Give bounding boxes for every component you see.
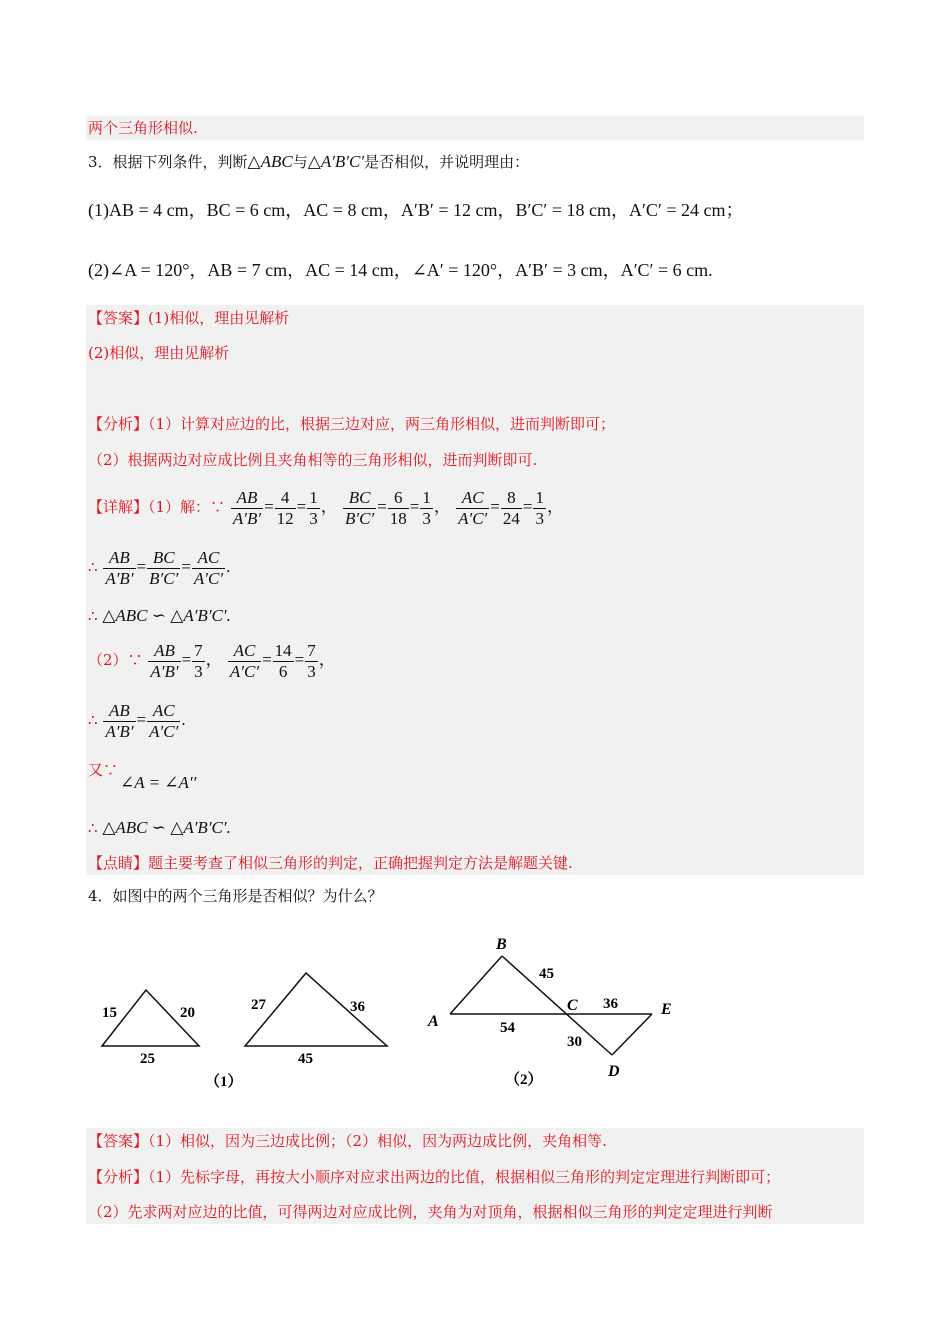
- q3-stem-tri2: △A′B′C′: [307, 152, 365, 171]
- similar-statement-2: △ABC ∽ △A′B′C′.: [102, 818, 231, 837]
- q3-stem-tri1: △ABC: [247, 152, 293, 171]
- q4-stem: 4．如图中的两个三角形是否相似？为什么？: [88, 887, 383, 905]
- segment-label: 45: [539, 966, 554, 982]
- side-label: 15: [102, 1005, 117, 1021]
- fraction: $\frac{1}{3}$: [309, 487, 318, 528]
- q3-comment: [88, 853, 573, 873]
- q3-condition-1: (1)AB = 4 cm，BC = 6 cm，AC = 8 cm，A′B′ = 12 cm，B′C′ = 18 cm，A′C′ = 24 cm；: [88, 200, 744, 220]
- segment-label: 30: [567, 1034, 582, 1050]
- q3-detail-4: [88, 638, 336, 682]
- fraction: $\frac{AC}{A'C'}$: [149, 700, 179, 741]
- fraction: $\frac{8}{24}$: [502, 487, 520, 528]
- side-label: 27: [251, 997, 266, 1013]
- figure-caption-2: （2）: [505, 1072, 543, 1088]
- triangle-large: [245, 973, 387, 1046]
- intro-band: [86, 116, 864, 140]
- q3-analysis-2: （2）根据两边对应成比例且夹角相等的三角形相似，进而判断即可.: [88, 451, 538, 469]
- fraction: $\frac{14}{6}$: [274, 640, 292, 681]
- ratio-eq-1: $\frac{AB}{A'B'}$ = $\frac{4}{12}$ = $\frac{1}{3}$ ， $\frac{BC}{B'C'}$ = $\frac{6}{18}$ = $\frac{1}{3}$ ， $\frac{AC}{A'C'}$ = $\frac{8}{24}$ = $\frac{1}{3}$ ，: [232, 487, 564, 528]
- fraction: $\frac{AB}{A'B'}$: [105, 547, 134, 588]
- answer-tag: 【答案】: [88, 309, 149, 327]
- point-label: A: [428, 1013, 439, 1030]
- q4-answer: [88, 1131, 607, 1151]
- q4-figures: [0, 925, 950, 1095]
- part2-label: （2）: [88, 651, 128, 669]
- fraction: $\frac{AC}{A'C'}$: [193, 547, 224, 588]
- q3-answer-2: (2)相似，理由见解析: [88, 344, 230, 362]
- point-label: B: [496, 936, 507, 953]
- q3-detail-5: [88, 698, 186, 742]
- segment-label: 54: [500, 1020, 515, 1036]
- analysis-1-text: （1）计算对应边的比，根据三边对应，两三角形相似，进而判断即可；: [148, 415, 616, 433]
- side-label: 36: [350, 999, 365, 1015]
- segment-ab: [450, 956, 502, 1014]
- therefore-symbol: ∴: [88, 607, 98, 625]
- fraction: $\frac{BC}{B'C'}$: [345, 487, 375, 528]
- therefore-symbol: ∴: [88, 558, 98, 576]
- comment-text: 题主要考查了相似三角形的判定，正确把握判定方法是解题关键.: [148, 854, 573, 872]
- q3-analysis-1: [88, 414, 615, 434]
- segment-bd: [502, 956, 612, 1055]
- angle-equality: ∠A = ∠A′′: [120, 773, 197, 792]
- therefore-symbol: ∴: [88, 711, 98, 729]
- q4-analysis-2: （2）先求两对应边的比值，可得两边对应成比例，夹角为对顶角，根据相似三角形的判定定理进行判断: [88, 1203, 773, 1221]
- q3-solution-band: [86, 305, 864, 875]
- fraction: $\frac{AB}{A'B'}$: [105, 700, 134, 741]
- q4-analysis-1: [88, 1167, 780, 1187]
- fraction: $\frac{AC}{A'C'}$: [229, 640, 260, 681]
- point-label: E: [661, 1001, 672, 1018]
- fraction: $\frac{BC}{B'C'}$: [149, 547, 179, 588]
- intro-text: 两个三角形相似.: [88, 119, 198, 137]
- similar-statement: △ABC ∽ △A′B′C′.: [102, 606, 231, 625]
- fraction: $\frac{AC}{A'C'}$: [458, 487, 488, 528]
- also-because: 又∵: [88, 761, 119, 779]
- fraction: $\frac{AB}{A'B'}$: [150, 640, 179, 681]
- q4-analysis-1-text: （1）先标字母，再按大小顺序对应求出两边的比值，根据相似三角形的判定定理进行判断即可；: [148, 1168, 781, 1186]
- ratio-eq-4: $\frac{AB}{A'B'}$ = $\frac{AC}{A'C'}$ .: [105, 700, 186, 741]
- therefore-symbol: ∴: [88, 819, 98, 837]
- segment-ed: [612, 1014, 652, 1055]
- point-label: D: [608, 1063, 620, 1080]
- point-label: C: [567, 997, 578, 1014]
- analysis-tag: 【分析】: [88, 415, 149, 433]
- q3-stem-b: 是否相似，并说明理由：: [364, 153, 530, 171]
- figure-caption-1: （1）: [205, 1074, 243, 1090]
- q3-stem-a: 3．根据下列条件，判断: [88, 153, 248, 171]
- side-label: 45: [298, 1051, 313, 1067]
- because-symbol: ∵: [127, 651, 143, 669]
- q3-condition-2: (2)∠A = 120°，AB = 7 cm，AC = 14 cm，∠A′ = 120°，A′B′ = 3 cm，A′C′ = 6 cm.: [88, 260, 713, 280]
- fraction: $\frac{7}{3}$: [194, 640, 203, 681]
- q3-detail-7: [88, 818, 231, 838]
- comment-tag: 【点睛】: [88, 854, 149, 872]
- fraction: $\frac{6}{18}$: [389, 487, 407, 528]
- q3-stem-mid: 与: [292, 153, 308, 171]
- ratio-eq-2: $\frac{AB}{A'B'}$ = $\frac{BC}{B'C'}$ = $\frac{AC}{A'C'}$ .: [105, 547, 231, 588]
- side-label: 20: [180, 1005, 195, 1021]
- q3-stem: [88, 152, 529, 172]
- answer-1-text: (1)相似，理由见解析: [148, 309, 290, 327]
- fraction: $\frac{AB}{A'B'}$: [232, 487, 262, 528]
- ratio-eq-3: $\frac{AB}{A'B'}$ = $\frac{7}{3}$ ， $\frac{AC}{A'C'}$ = $\frac{14}{6}$ = $\frac{7}{3}$ ，: [150, 640, 336, 681]
- q3-detail-3: [88, 606, 231, 626]
- side-label: 25: [140, 1051, 155, 1067]
- detail-intro: （1）解：∵: [148, 498, 226, 516]
- q3-detail-1: [88, 485, 564, 529]
- segment-label: 36: [603, 996, 618, 1012]
- fraction: $\frac{1}{3}$: [535, 487, 544, 528]
- fraction: $\frac{1}{3}$: [422, 487, 431, 528]
- fraction: $\frac{7}{3}$: [307, 640, 316, 681]
- q4-answer-text: （1）相似，因为三边成比例；（2）相似，因为两边成比例，夹角相等.: [148, 1132, 607, 1150]
- answer-tag: 【答案】: [88, 1132, 149, 1150]
- analysis-tag: 【分析】: [88, 1168, 149, 1186]
- detail-tag: 【详解】: [88, 498, 149, 516]
- q3-answer-1: [88, 308, 289, 328]
- fraction: $\frac{4}{12}$: [276, 487, 294, 528]
- q3-detail-2: [88, 545, 230, 589]
